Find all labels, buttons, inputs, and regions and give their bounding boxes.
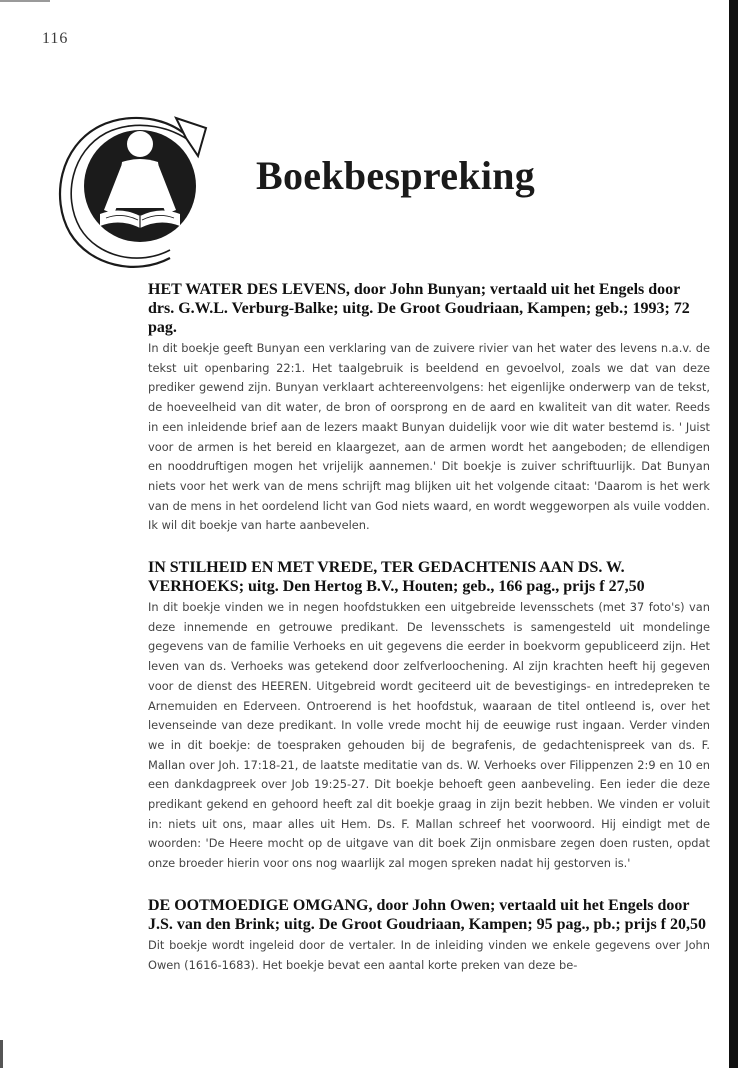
review-item [148, 896, 710, 975]
scan-edge-left [0, 1040, 3, 1068]
review-heading: HET WATER DES LEVENS, door John Bunyan; vertaald uit het Engels door drs. G.W.L. Verburg-Balke; uitg. De Groot Goudriaan, Kampen; geb.; 1993; 72 pag. [148, 281, 690, 336]
review-heading: DE OOTMOEDIGE OMGANG, door John Owen; vertaald uit het Engels door J.S. van den Brink; uitg. De Groot Goudriaan, Kampen; 95 pag., pb.; prijs f 20,50 [148, 896, 706, 933]
page-number: 116 [42, 30, 69, 47]
review-list [148, 280, 710, 997]
scan-edge-right [729, 0, 738, 1068]
review-item [148, 558, 710, 874]
review-body: In dit boekje vinden we in negen hoofdstukken een uitgebreide levensschets (met 37 foto's) van deze innemende en getrouwe predikant. De levensschets is samengesteld uit mondelinge gegevens van de familie Verhoeks en uit gegevens die eerder in boekvorm gepubliceerd zijn. Het leven van ds. Verhoeks was getekend door zelfverloochening. Al zijn krachten heeft hij gegeven voor de dienst des HEEREN. Uitgebreid wordt geciteerd uit de bevestigings- en intredepreken te Arnemuiden en Ederveen. Ontroerend is het hoofdstuk, waaraan de titel ontleend is, over het levenseinde van deze predikant. In volle vrede mocht hij de eeuwige rust ingaan. Verder vinden we in dit boekje: de toespraken gehouden bij de begrafenis, de gedachtenispreek van ds. F. Mallan over Joh. 17:18-21, de laatste meditatie van ds. W. Verhoeks over Filippenzen 2:9 en 10 en een dankdagpreek over Job 19:25-27. Dit boekje behoeft geen aanbeveling. Een ieder die deze predikant gekend en gehoord heeft zal dit boekje graag in zijn bezit hebben. We vinden er voluit in: niets uit ons, maar alles uit Hem. Ds. F. Mallan schreef het voorwoord. Hij eindigt met de woorden: 'De Heere mocht op de uitgave van dit boek Zijn onmisbare zegen doen rusten, opdat onze broeder hierin voor ons nog waarlijk zal mogen spreken nadat hij gestorven is.' [148, 600, 710, 871]
review-body: Dit boekje wordt ingeleid door de vertaler. In de inleiding vinden we enkele gegevens over John Owen (1616-1683). Het boekje bevat een aantal korte preken van deze be- [148, 937, 710, 972]
review-item [148, 280, 710, 536]
review-body: In dit boekje geeft Bunyan een verklaring van de zuivere rivier van het water des levens n.a.v. de tekst uit openbaring 22:1. Het taalgebruik is beeldend en gevoelvol, zoals we dat van deze prediker gewend zijn. Bunyan verklaart achtereenvolgens: het eigenlijke onderwerp van de tekst, de hoeveelheid van dit water, de bron of oorsprong en de aard en kwaliteit van dit water. Reeds in een inleidende brief aan de lezers maakt Bunyan duidelijk voor wie dit water bestemd is. ' Juist voor de armen is het bereid en klaargezet, aan de armen wordt het aangeboden; de ellendigen en nooddruftigen mogen het vrijelijk aannemen.' Dit boekje is zuiver schriftuurlijk. Dat Bunyan niets voor het werk van de mens schrijft mag blijken uit het volgende citaat: 'Daarom is het werk van de mens in het oordelend licht van God niets waard, en wordt weggeworpen als vuile vodden. Ik wil dit boekje van harte aanbevelen. [148, 341, 710, 533]
scan-edge-top [0, 0, 50, 2]
review-heading: IN STILHEID EN MET VREDE, TER GEDACHTENIS AAN DS. W. VERHOEKS; uitg. Den Hertog B.V., Houten; geb., 166 pag., prijs f 27,50 [148, 559, 645, 596]
page-title: Boekbespreking [256, 153, 536, 198]
reading-person-icon [48, 98, 228, 273]
